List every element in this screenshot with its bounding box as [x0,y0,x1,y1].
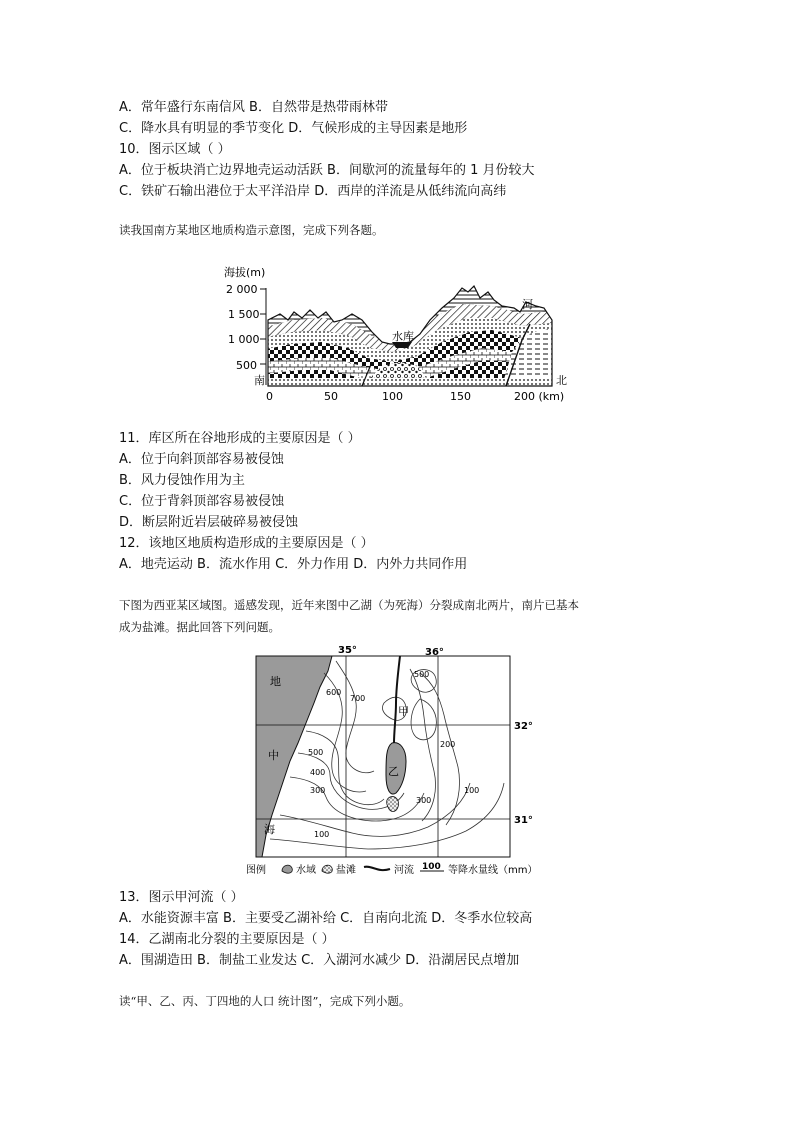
x-tick-200: 200 (km) [514,390,565,403]
isohyet-700: 700 [350,694,366,703]
intro-map-line1: 下图为西亚某区域图。遥感发现，近年来图中乙湖（为死海）分裂成南北两片，南片已基本 [119,598,579,612]
y-tick-2000: 2 000 [226,283,258,296]
river-label: 河 [522,298,533,311]
legend-salt: 盐滩 [336,865,356,876]
salt-legend-icon [322,865,332,873]
isohyet-500-west: 500 [308,748,324,757]
legend-water: 水域 [296,865,316,876]
river-jia-label: 甲 [398,705,409,718]
q11-stem: 11．库区所在谷地形成的主要原因是（ ） [119,431,361,446]
lake-yi-label: 乙 [388,765,399,778]
q11-option-b: B．风力侵蚀作用为主 [119,473,245,488]
isohyet-200: 200 [440,740,456,749]
q11-option-a: A．位于向斜顶部容易被侵蚀 [119,452,284,467]
y-tick-1500: 1 500 [228,308,260,321]
intro-map-line2: 成为盐滩。据此回答下列问题。 [119,620,280,634]
q11-option-d: D．断层附近岩层破碎易被侵蚀 [119,515,299,530]
legend-river: 河流 [394,865,414,876]
isohyet-100-east: 100 [464,786,480,795]
isohyet-500-east: 500 [414,670,430,679]
lat-32-label: 32° [514,721,533,732]
q10-options-ab: A．位于板块消亡边界地壳运动活跃 B．间歇河的流量每年的 1 月份较大 [119,163,535,178]
intro-population: 读“甲、乙、丙、丁四地的人口 统计图”，完成下列小题。 [119,994,411,1008]
legend-title: 图例 [246,865,266,876]
geology-cross-section-figure [222,262,574,404]
q9-options-ab: A．常年盛行东南信风 B．自然带是热带雨林带 [119,100,388,115]
y-tick-1000: 1 000 [228,333,260,346]
reservoir-label: 水库 [392,330,414,343]
x-tick-150: 150 [450,390,471,403]
sea-label-3: 海 [264,823,275,836]
west-asia-map-figure [244,643,544,877]
q11-option-c: C．位于背斜顶部容易被侵蚀 [119,494,285,509]
y-tick-500: 500 [236,359,257,372]
north-label: 北 [556,374,567,387]
lon-35-label: 35° [338,645,357,656]
isohyet-600: 600 [326,688,342,697]
lat-31-label: 31° [514,815,533,826]
lon-36-label: 36° [425,647,444,658]
water-legend-icon [282,865,292,873]
q14-stem: 14．乙湖南北分裂的主要原因是（ ） [119,932,335,947]
x-tick-100: 100 [382,390,403,403]
q14-options: A．围湖造田 B．制盐工业发达 C．入湖河水减少 D．沿湖居民点增加 [119,953,520,968]
isohyet-300-east: 300 [416,796,432,805]
q10-stem: 10．图示区域（ ） [119,142,231,157]
river-legend-icon [364,867,390,870]
south-label: 南 [254,374,265,387]
x-tick-0: 0 [266,390,273,403]
q9-options-cd: C．降水具有明显的季节变化 D．气候形成的主导因素是地形 [119,121,468,136]
q13-options: A．水能资源丰富 B．主要受乙湖补给 C．自南向北流 D．冬季水位较高 [119,911,533,926]
legend-isohyet-text: 等降水量线（mm） [448,865,538,876]
q12-stem: 12．该地区地质构造形成的主要原因是（ ） [119,536,374,551]
legend-isohyet-value: 100 [422,862,441,872]
isohyet-400: 400 [310,768,326,777]
sea-label-1: 地 [270,675,281,688]
q13-stem: 13．图示甲河流（ ） [119,890,244,905]
intro-geology: 读我国南方某地区地质构造示意图，完成下列各题。 [119,223,384,237]
q12-options: A．地壳运动 B．流水作用 C．外力作用 D．内外力共同作用 [119,557,468,572]
q10-options-cd: C．铁矿石输出港位于太平洋沿岸 D．西岸的洋流是从低纬流向高纬 [119,184,507,199]
y-axis-label: 海拔(m) [224,266,266,279]
sea-label-2: 中 [268,749,279,762]
isohyet-100-west: 100 [314,830,330,839]
x-tick-50: 50 [324,390,338,403]
isohyet-300-west: 300 [310,786,326,795]
